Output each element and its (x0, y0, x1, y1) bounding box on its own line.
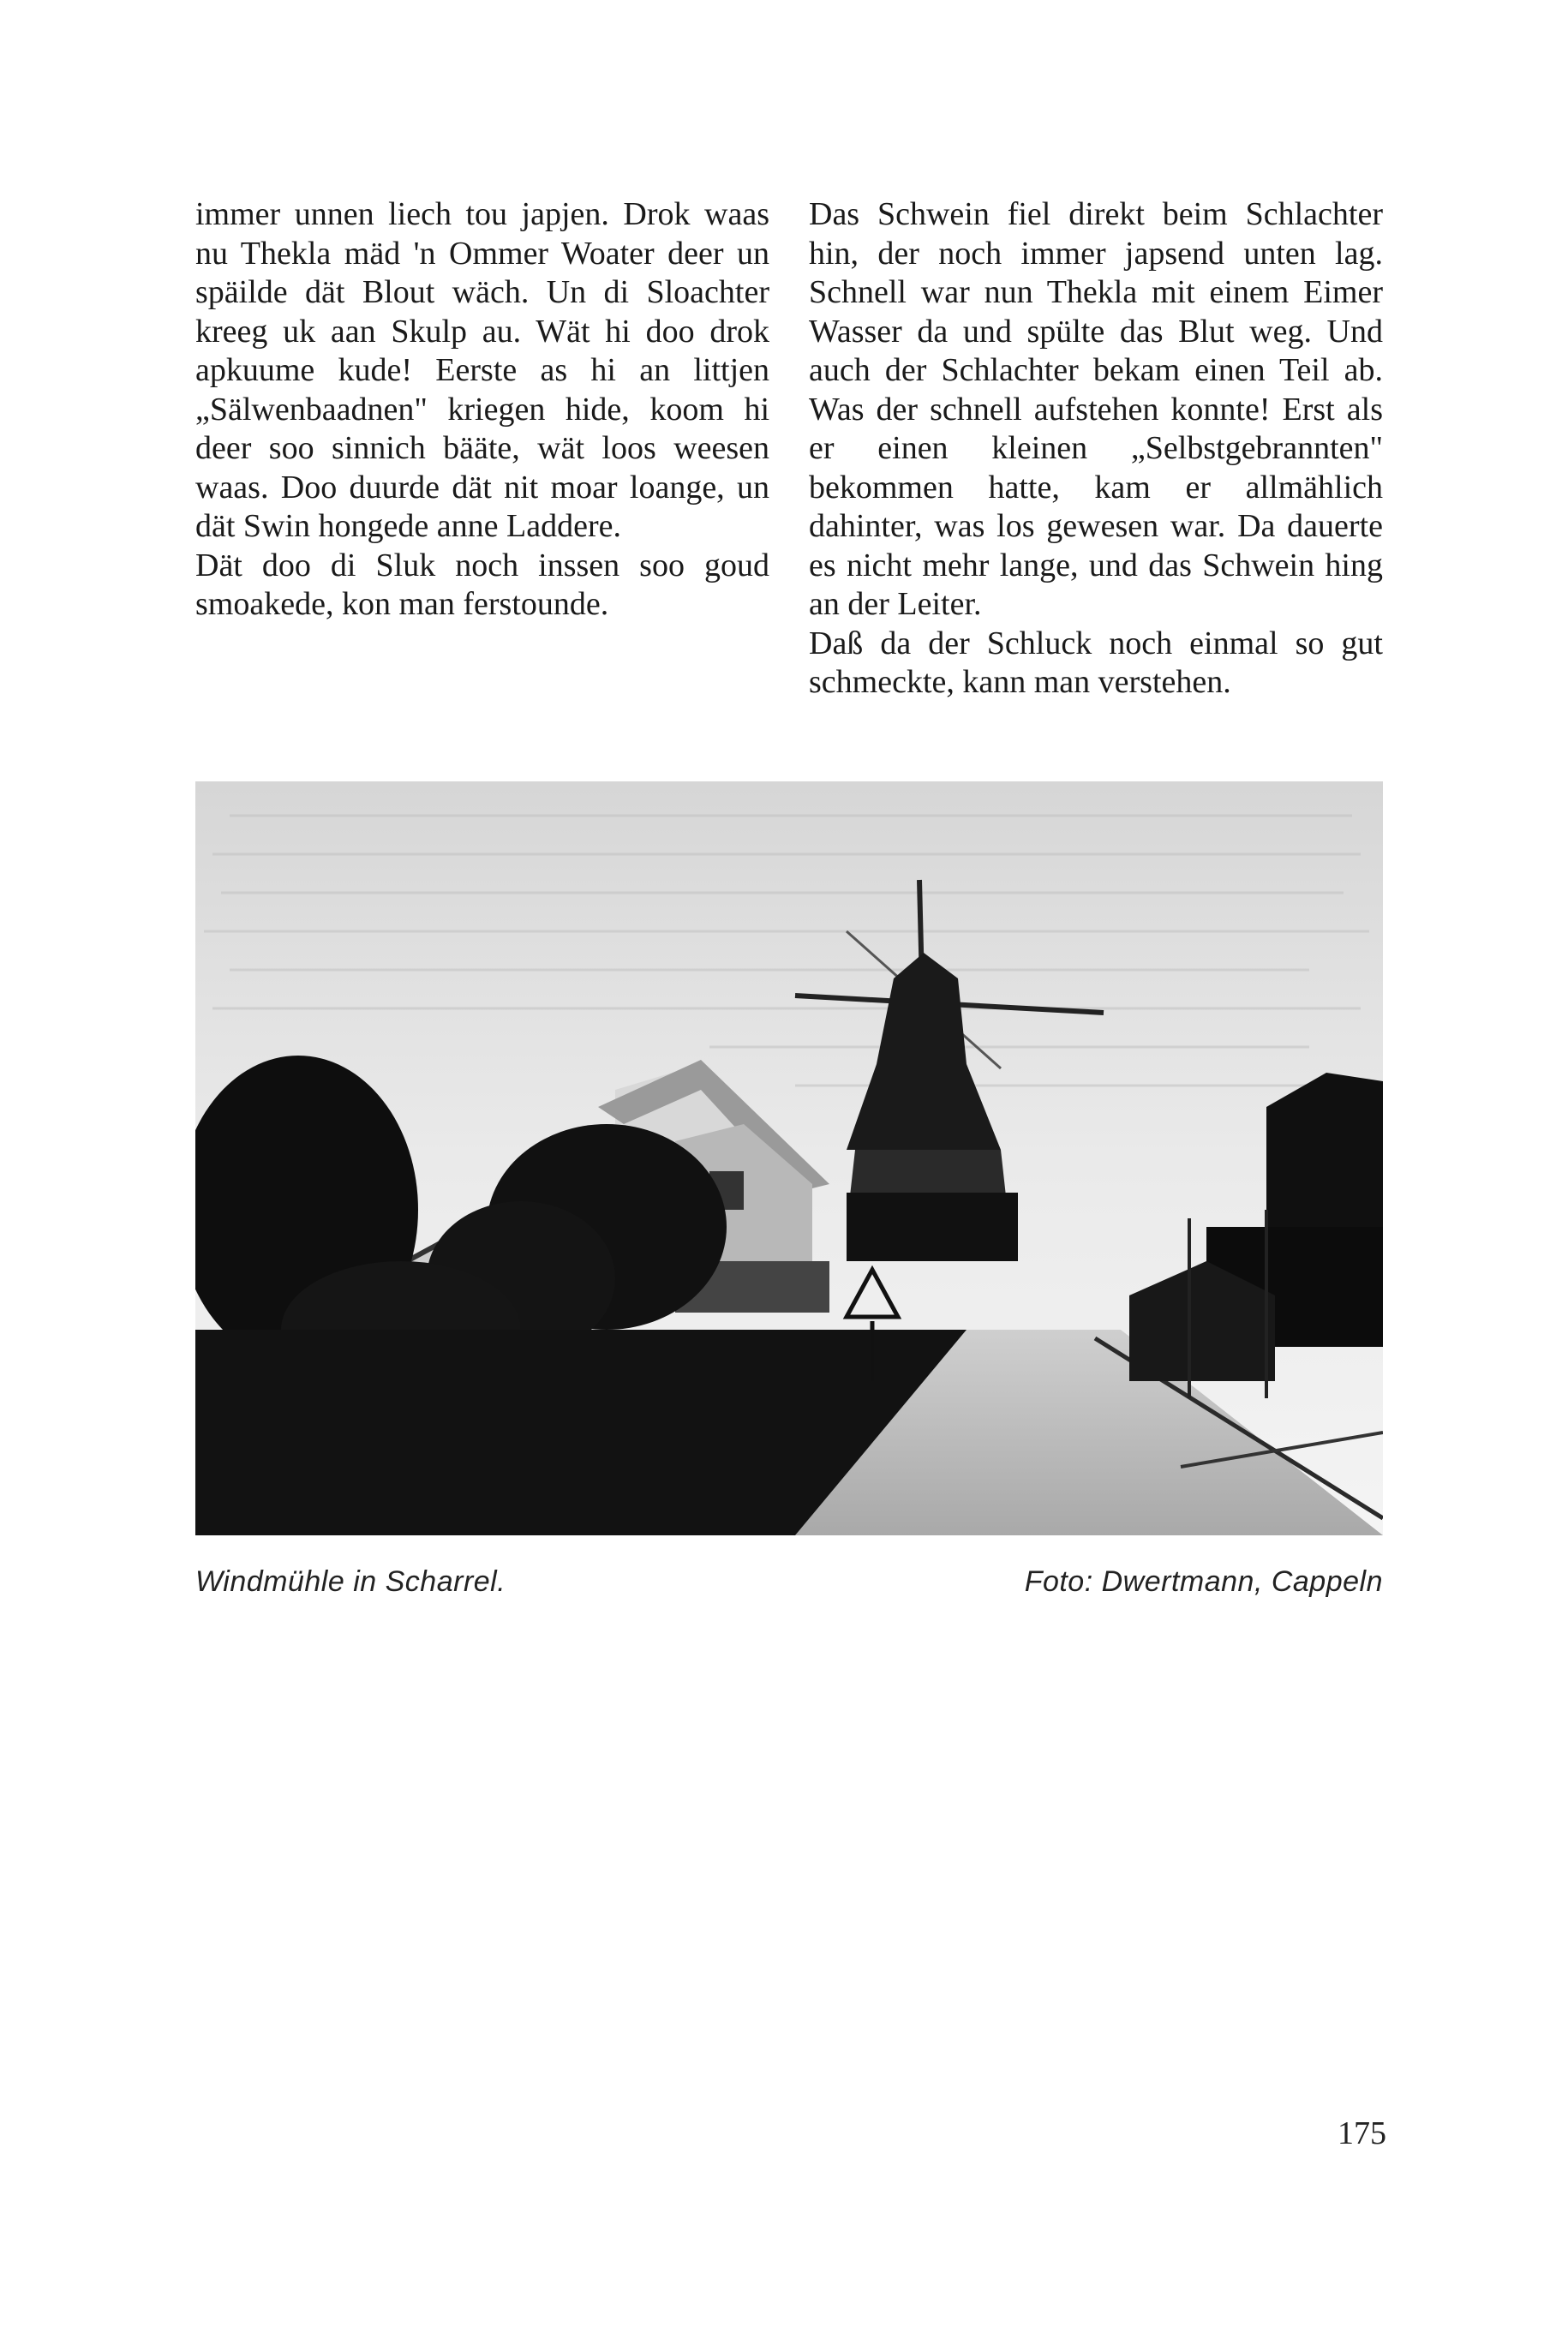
windmill-photo-image (195, 781, 1383, 1535)
page-number: 175 (1338, 2115, 1386, 2151)
photo-credit: Foto: Dwertmann, Cappeln (1024, 1565, 1383, 1598)
right-text-column (809, 195, 1383, 703)
paragraph: Dät doo di Sluk noch inssen soo goud smoakede, kon man ferstounde. (195, 547, 769, 622)
photo-caption: Windmühle in Scharrel. (195, 1565, 506, 1598)
paragraph: Das Schwein fiel direkt beim Schlachter hin, der noch immer japsend unten lag. Schnell war nun Thekla mit einem Eimer Wasser da und spülte das Blut weg. Und auch der Schlachter bekam einen Teil ab. Was der schnell aufstehen konnte! Erst als er einen kleinen „Selbstgebrannten" bekommen hatte, kam er allmählich dahinter, was los gewesen war. Da dauerte es nicht mehr lange, und das Schwein hing an der Leiter. (809, 196, 1383, 622)
windmill-photo (195, 781, 1383, 1535)
paragraph: immer unnen liech tou japjen. Drok waas nu Thekla mäd 'n Ommer Woater deer un späilde dät Blout wäch. Un di Sloachter kreeg uk aan Skulp au. Wät hi doo drok apkuume kude! Eerste as hi an littjen „Sälwenbaadnen" kriegen hide, koom hi deer soo sinnich bääte, wät loos weesen waas. Doo duurde dät nit moar loange, un dät Swin hongede anne Laddere. (195, 196, 769, 544)
paragraph: Daß da der Schluck noch einmal so gut schmeckte, kann man verstehen. (809, 625, 1383, 700)
left-text-column (195, 195, 769, 625)
